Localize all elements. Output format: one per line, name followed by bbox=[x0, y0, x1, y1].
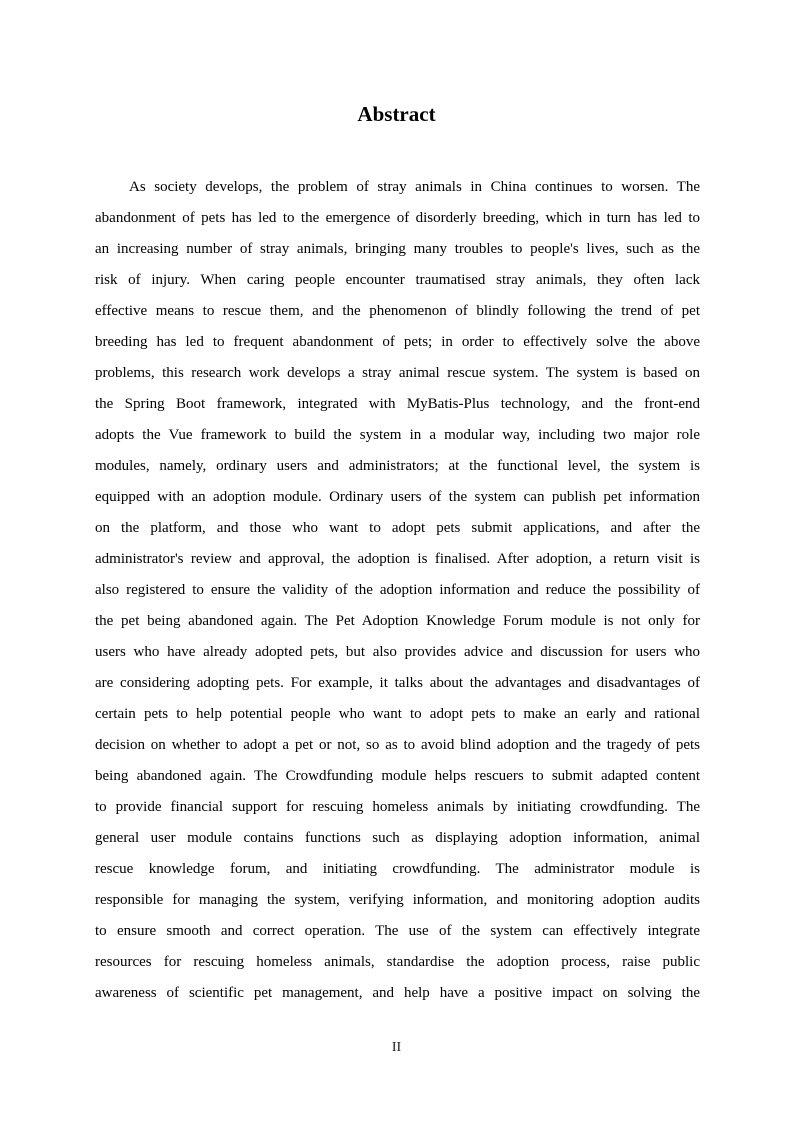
paragraph-line: certain pets to help potential people who want to adopt pets to make an early and rational bbox=[95, 706, 700, 722]
paragraph-line: awareness of scientific pet management, and help have a positive impact on solving the bbox=[95, 985, 700, 1001]
paragraph-line: on the platform, and those who want to adopt pets submit applications, and after the bbox=[95, 520, 700, 536]
paragraph-line: also registered to ensure the validity of the adoption information and reduce the possibility of bbox=[95, 582, 700, 598]
paragraph-line: equipped with an adoption module. Ordinary users of the system can publish pet information bbox=[95, 489, 700, 505]
paragraph-line: adopts the Vue framework to build the system in a modular way, including two major role bbox=[95, 427, 700, 443]
paragraph-line: the Spring Boot framework, integrated with MyBatis-Plus technology, and the front-end bbox=[95, 396, 700, 412]
paragraph-line: breeding has led to frequent abandonment of pets; in order to effectively solve the above bbox=[95, 334, 700, 350]
page-number: II bbox=[391, 1040, 402, 1055]
paragraph-line: to ensure smooth and correct operation. The use of the system can effectively integrate bbox=[95, 923, 700, 939]
paragraph-line: resources for rescuing homeless animals, standardise the adoption process, raise public bbox=[95, 954, 700, 970]
paragraph-line: the pet being abandoned again. The Pet Adoption Knowledge Forum module is not only for bbox=[95, 613, 700, 629]
paragraph-line: rescue knowledge forum, and initiating crowdfunding. The administrator module is bbox=[95, 861, 700, 877]
page-title: Abstract bbox=[357, 102, 436, 126]
paragraph-line: are considering adopting pets. For example, it talks about the advantages and disadvantages of bbox=[95, 675, 700, 691]
paragraph-line: effective means to rescue them, and the phenomenon of blindly following the trend of pet bbox=[95, 303, 700, 319]
paragraph-line: risk of injury. When caring people encounter traumatised stray animals, they often lack bbox=[95, 272, 700, 288]
paragraph-line: responsible for managing the system, verifying information, and monitoring adoption audits bbox=[95, 892, 700, 908]
paragraph-line: decision on whether to adopt a pet or not, so as to avoid blind adoption and the tragedy of pets bbox=[95, 737, 700, 753]
paragraph-line: users who have already adopted pets, but also provides advice and discussion for users who bbox=[95, 644, 700, 660]
paragraph-line: As society develops, the problem of stray animals in China continues to worsen. The bbox=[129, 179, 700, 195]
abstract-body bbox=[95, 172, 700, 1009]
paragraph-line: an increasing number of stray animals, bringing many troubles to people's lives, such as the bbox=[95, 241, 700, 257]
paragraph-line: modules, namely, ordinary users and administrators; at the functional level, the system is bbox=[95, 458, 700, 474]
paragraph-line: problems, this research work develops a stray animal rescue system. The system is based on bbox=[95, 365, 700, 381]
paragraph-line: to provide financial support for rescuing homeless animals by initiating crowdfunding. The bbox=[95, 799, 700, 815]
paragraph-line: administrator's review and approval, the adoption is finalised. After adoption, a return visit is bbox=[95, 551, 700, 567]
paragraph-line: abandonment of pets has led to the emergence of disorderly breeding, which in turn has led to bbox=[95, 210, 700, 226]
paragraph-line: general user module contains functions such as displaying adoption information, animal bbox=[95, 830, 700, 846]
paragraph-line: being abandoned again. The Crowdfunding module helps rescuers to submit adapted content bbox=[95, 768, 700, 784]
